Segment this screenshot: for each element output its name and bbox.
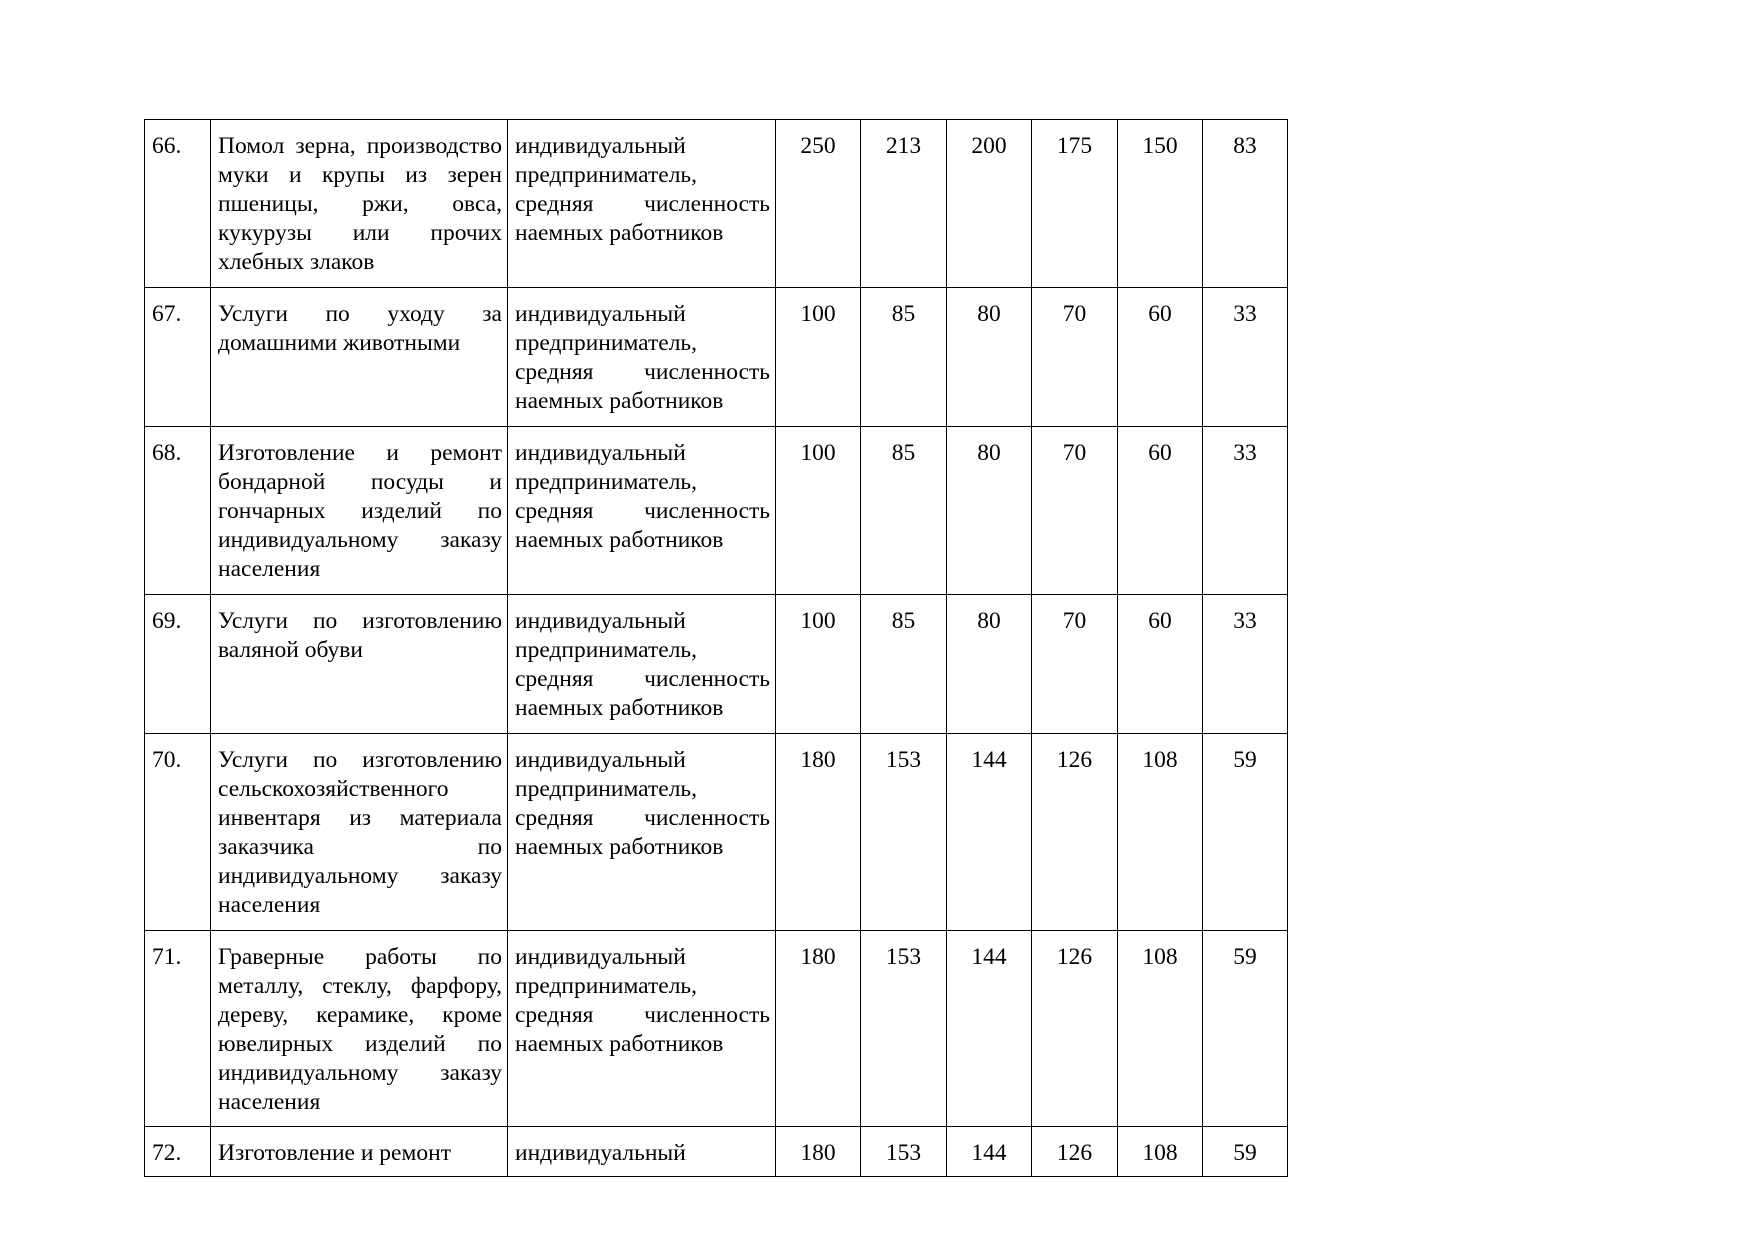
value-cell: 153 (861, 734, 947, 931)
activity-description: Граверные работы по металлу, стеклу, фарфору, дереву, керамике, кроме ювелирных изделий по индивидуальному заказу населения (211, 931, 508, 1127)
taxpayer-category: индивидуальный предприниматель, средняя численность наемных работников (508, 595, 776, 734)
rates-table (144, 119, 1288, 1177)
value-cell: 85 (861, 595, 947, 734)
value-cell: 108 (1118, 734, 1203, 931)
value-cell: 175 (1032, 120, 1118, 288)
row-number: 66. (145, 120, 211, 288)
table-row (145, 734, 1288, 931)
value-cell: 180 (776, 1127, 861, 1177)
taxpayer-category: индивидуальный (508, 1127, 776, 1177)
row-number: 68. (145, 427, 211, 595)
value-cell: 108 (1118, 1127, 1203, 1177)
taxpayer-category: индивидуальный предприниматель, средняя численность наемных работников (508, 734, 776, 931)
taxpayer-category: индивидуальный предприниматель, средняя численность наемных работников (508, 427, 776, 595)
row-number: 72. (145, 1127, 211, 1177)
value-cell: 59 (1203, 1127, 1288, 1177)
value-cell: 60 (1118, 595, 1203, 734)
activity-description: Изготовление и ремонт бондарной посуды и гончарных изделий по индивидуальному заказу населения (211, 427, 508, 595)
value-cell: 100 (776, 595, 861, 734)
activity-description: Изготовление и ремонт (211, 1127, 508, 1177)
value-cell: 83 (1203, 120, 1288, 288)
value-cell: 100 (776, 427, 861, 595)
row-number: 71. (145, 931, 211, 1127)
value-cell: 59 (1203, 931, 1288, 1127)
table-row (145, 120, 1288, 288)
value-cell: 70 (1032, 427, 1118, 595)
value-cell: 150 (1118, 120, 1203, 288)
value-cell: 108 (1118, 931, 1203, 1127)
taxpayer-category: индивидуальный предприниматель, средняя численность наемных работников (508, 931, 776, 1127)
value-cell: 60 (1118, 288, 1203, 427)
value-cell: 180 (776, 734, 861, 931)
value-cell: 126 (1032, 734, 1118, 931)
taxpayer-category: индивидуальный предприниматель, средняя численность наемных работников (508, 120, 776, 288)
table-row (145, 931, 1288, 1127)
value-cell: 59 (1203, 734, 1288, 931)
table-row (145, 288, 1288, 427)
value-cell: 80 (947, 288, 1032, 427)
value-cell: 126 (1032, 931, 1118, 1127)
value-cell: 33 (1203, 427, 1288, 595)
value-cell: 70 (1032, 288, 1118, 427)
value-cell: 100 (776, 288, 861, 427)
value-cell: 85 (861, 427, 947, 595)
activity-description: Услуги по изготовлению сельскохозяйственного инвентаря из материала заказчика по индивидуальному заказу населения (211, 734, 508, 931)
row-number: 70. (145, 734, 211, 931)
value-cell: 153 (861, 931, 947, 1127)
activity-description: Помол зерна, производство муки и крупы из зерен пшеницы, ржи, овса, кукурузы или прочих хлебных злаков (211, 120, 508, 288)
value-cell: 250 (776, 120, 861, 288)
value-cell: 144 (947, 931, 1032, 1127)
value-cell: 80 (947, 595, 1032, 734)
value-cell: 70 (1032, 595, 1118, 734)
value-cell: 80 (947, 427, 1032, 595)
taxpayer-category: индивидуальный предприниматель, средняя численность наемных работников (508, 288, 776, 427)
table-row (145, 1127, 1288, 1177)
value-cell: 180 (776, 931, 861, 1127)
table-row (145, 595, 1288, 734)
activity-description: Услуги по изготовлению валяной обуви (211, 595, 508, 734)
value-cell: 126 (1032, 1127, 1118, 1177)
activity-description: Услуги по уходу за домашними животными (211, 288, 508, 427)
value-cell: 153 (861, 1127, 947, 1177)
value-cell: 33 (1203, 288, 1288, 427)
value-cell: 200 (947, 120, 1032, 288)
value-cell: 85 (861, 288, 947, 427)
table-row (145, 427, 1288, 595)
value-cell: 144 (947, 734, 1032, 931)
row-number: 69. (145, 595, 211, 734)
value-cell: 213 (861, 120, 947, 288)
value-cell: 33 (1203, 595, 1288, 734)
row-number: 67. (145, 288, 211, 427)
value-cell: 144 (947, 1127, 1032, 1177)
value-cell: 60 (1118, 427, 1203, 595)
